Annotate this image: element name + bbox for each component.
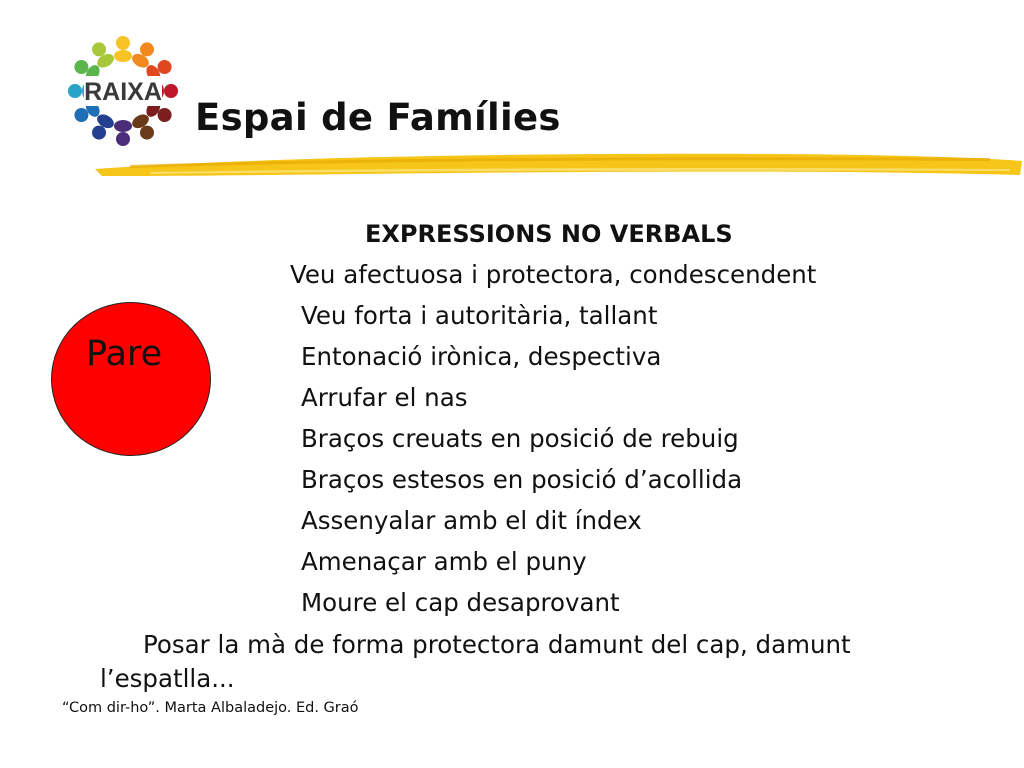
citation: “Com dir-ho”. Marta Albaladejo. Ed. Graó xyxy=(62,700,359,716)
list-item-last: Posar la mà de forma protectora damunt del cap, damunt l’espatlla... xyxy=(100,630,851,693)
logo-person-head xyxy=(158,60,172,74)
logo-person-head xyxy=(158,108,172,122)
page-title: Espai de Famílies xyxy=(195,96,561,139)
list-item: Braços creuats en posició de rebuig xyxy=(301,424,739,453)
logo-person-head xyxy=(164,84,178,98)
list-item: Arrufar el nas xyxy=(301,383,468,412)
logo-person-body xyxy=(114,120,132,132)
list-item: Veu forta i autoritària, tallant xyxy=(301,301,658,330)
yellow-brush-stroke xyxy=(90,145,1024,185)
logo-person-head xyxy=(74,60,88,74)
logo-person-head xyxy=(116,36,130,50)
logo-person-head xyxy=(92,126,106,140)
pare-circle xyxy=(51,302,211,456)
logo-person-head xyxy=(140,126,154,140)
list-item: Braços estesos en posició d’acollida xyxy=(301,465,743,494)
logo-text: RAIXA xyxy=(84,78,162,106)
logo-person-body xyxy=(114,50,132,62)
logo-person-head xyxy=(68,84,82,98)
list-item: Moure el cap desaprovant xyxy=(301,588,620,617)
logo-person-head xyxy=(74,108,88,122)
raixa-logo xyxy=(58,26,188,156)
pare-label: Pare xyxy=(86,334,163,374)
logo-person-head xyxy=(92,42,106,56)
logo-person-head xyxy=(140,42,154,56)
section-heading: EXPRESSIONS NO VERBALS xyxy=(365,220,733,248)
list-item: Amenaçar amb el puny xyxy=(301,547,587,576)
logo-person-head xyxy=(116,132,130,146)
list-item: Veu afectuosa i protectora, condescendent xyxy=(290,260,817,289)
list-item: Assenyalar amb el dit índex xyxy=(301,506,642,535)
list-item: Entonació irònica, despectiva xyxy=(301,342,662,371)
